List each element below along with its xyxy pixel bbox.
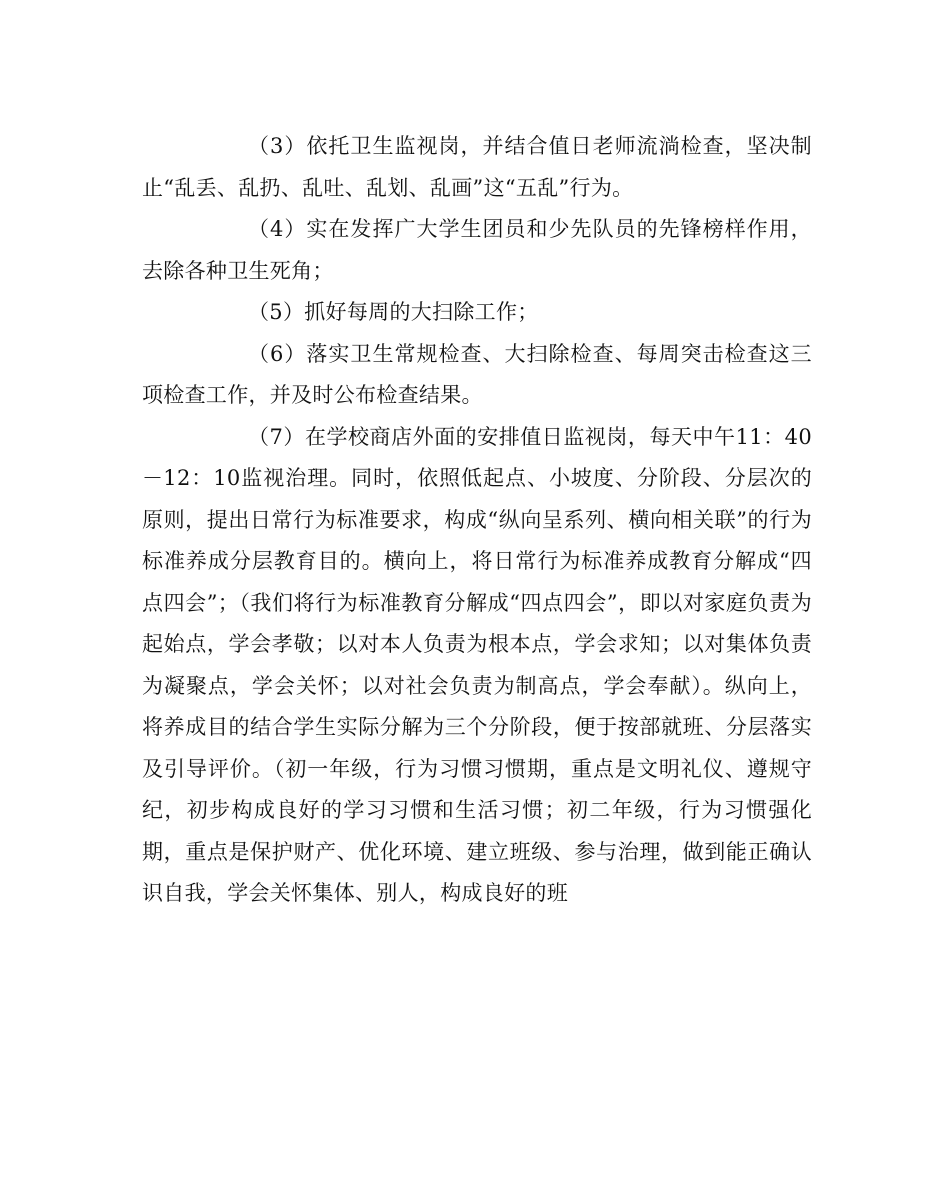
paragraph-item-7: （7）在学校商店外面的安排值日监视岗，每天中午11：40－12：10监视治理。同时，依照低起点、小坡度、分阶段、分层次的原则，提出日常行为标准要求，构成“纵向呈系列、横向相关联”的行为标准养成分层教育目的。横向上，将日常行为标准养成教育分解成“四点四会”；（我们将行为标准教育分解成“四点四会”，即以对家庭负责为起始点，学会孝敬；以对本人负责为根本点，学会求知；以对集体负责为凝聚点，学会关怀；以对社会负责为制高点，学会奉献）。纵向上，将养成目的结合学生实际分解为三个分阶段，便于按部就班、分层落实及引导评价。（初一年级，行为习惯习惯期，重点是文明礼仪、遵规守纪，初步构成良好的学习习惯和生活习惯；初二年级，行为习惯强化期，重点是保护财产、优化环境、建立班级、参与治理，做到能正确认识自我，学会关怀集体、别人，构成良好的班	[142, 424, 812, 905]
paragraph-item-4: （4）实在发挥广大学生团员和少先队员的先锋榜样作用，去除各种卫生死角；	[142, 217, 812, 283]
paragraph-item-5: （5）抓好每周的大扫除工作；	[248, 300, 539, 324]
paragraph-item-3: （3）依托卫生监视岗，并结合值日老师流淌检查，坚决制止“乱丢、乱扔、乱吐、乱划、乱画”这“五乱”行为。	[142, 134, 812, 200]
paragraph-item-6: （6）落实卫生常规检查、大扫除检查、每周突击检查这三项检查工作，并及时公布检查结果。	[142, 341, 812, 407]
document-body	[142, 126, 812, 915]
